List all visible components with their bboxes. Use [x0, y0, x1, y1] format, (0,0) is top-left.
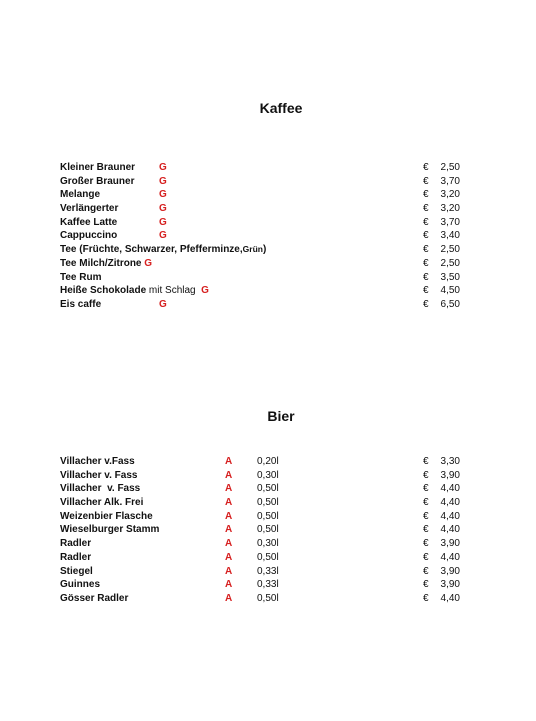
item-code: A — [225, 524, 233, 536]
item-price: 3,90 — [440, 565, 460, 577]
item-quantity: 0,50l — [257, 551, 279, 563]
item-name: Stiegel — [60, 565, 93, 577]
currency: € — [423, 510, 429, 522]
currency: € — [423, 271, 429, 283]
item-price: 4,40 — [440, 497, 460, 509]
menu-row — [60, 551, 480, 565]
item-quantity: 0,33l — [257, 565, 279, 577]
currency: € — [423, 175, 429, 187]
menu-row — [60, 202, 480, 216]
currency: € — [423, 551, 429, 563]
item-name-extra: mit Schlag — [148, 285, 196, 297]
item-price: 3,70 — [440, 216, 460, 228]
item-name: Radler — [60, 538, 92, 550]
currency: € — [423, 285, 429, 297]
item-price: 3,50 — [440, 271, 460, 283]
item-price: 3,90 — [440, 538, 460, 550]
currency: € — [423, 216, 429, 228]
bier-title: Bier — [267, 408, 295, 424]
item-price: 4,40 — [440, 592, 460, 604]
item-price: 2,50 — [440, 244, 460, 256]
item-name: Radler — [60, 551, 92, 563]
item-code: A — [225, 510, 233, 522]
item-code: A — [225, 592, 233, 604]
bier-menu — [60, 455, 480, 606]
currency: € — [423, 230, 429, 242]
menu-row — [60, 523, 480, 537]
item-price: 3,20 — [440, 203, 460, 215]
item-price: 4,40 — [440, 483, 460, 495]
item-name: Villacher Alk. Frei — [60, 497, 144, 509]
item-name: Kleiner Brauner — [60, 162, 136, 173]
currency: € — [423, 579, 429, 591]
item-quantity: 0,50l — [257, 497, 279, 509]
currency: € — [423, 497, 429, 509]
item-price: 4,40 — [440, 551, 460, 563]
menu-row — [60, 482, 480, 496]
item-name: Weizenbier Flasche — [60, 510, 153, 522]
menu-row — [60, 592, 480, 606]
item-price: 4,40 — [440, 510, 460, 522]
currency: € — [423, 203, 429, 215]
currency: € — [423, 456, 429, 467]
currency: € — [423, 257, 429, 269]
item-code: A — [225, 551, 233, 563]
menu-row — [60, 455, 480, 469]
item-price: 3,30 — [440, 456, 460, 467]
menu-row — [60, 257, 480, 271]
item-price: 3,90 — [440, 469, 460, 481]
item-price: 4,50 — [440, 285, 460, 297]
currency: € — [423, 162, 429, 173]
item-code: G — [159, 189, 167, 201]
currency: € — [423, 189, 429, 201]
menu-row — [60, 469, 480, 483]
item-name-main: Tee Milch/Zitrone — [60, 257, 142, 269]
menu-row — [60, 271, 480, 285]
item-price: 3,40 — [440, 230, 460, 242]
item-code: G — [159, 230, 167, 242]
item-name-end: ) — [262, 244, 267, 256]
item-name — [60, 243, 266, 257]
kaffee-title: Kaffee — [259, 100, 303, 116]
menu-row — [60, 578, 480, 592]
item-code: G — [201, 285, 209, 297]
currency: € — [423, 483, 429, 495]
menu-row — [60, 565, 480, 579]
item-price: 6,50 — [440, 298, 460, 310]
item-name: Cappuccino — [60, 230, 118, 242]
currency: € — [423, 244, 429, 256]
item-code: G — [144, 257, 153, 269]
item-quantity: 0,30l — [257, 538, 279, 550]
menu-row — [60, 175, 480, 189]
item-price: 2,50 — [440, 257, 460, 269]
item-quantity: 0,20l — [257, 456, 279, 467]
item-price: 3,20 — [440, 189, 460, 201]
item-code: G — [159, 175, 167, 187]
item-name: Eis caffe — [60, 298, 102, 310]
item-name: Wieselburger Stamm — [60, 524, 160, 536]
menu-row — [60, 243, 480, 257]
item-name: Kaffee Latte — [60, 216, 118, 228]
item-code: G — [159, 203, 167, 215]
currency: € — [423, 469, 429, 481]
item-quantity: 0,33l — [257, 579, 279, 591]
item-name — [60, 257, 152, 271]
currency: € — [423, 565, 429, 577]
currency: € — [423, 592, 429, 604]
item-code: G — [159, 216, 167, 228]
menu-row — [60, 216, 480, 230]
item-code: A — [225, 456, 233, 467]
item-name: Villacher v.Fass — [60, 456, 135, 467]
menu-row — [60, 188, 480, 202]
menu-row — [60, 284, 480, 298]
currency: € — [423, 298, 429, 310]
currency: € — [423, 538, 429, 550]
item-name: Villacher v. Fass — [60, 483, 141, 495]
menu-row — [60, 161, 480, 175]
menu-row — [60, 537, 480, 551]
menu-row — [60, 298, 480, 312]
currency: € — [423, 524, 429, 536]
menu-row — [60, 496, 480, 510]
item-quantity: 0,30l — [257, 469, 279, 481]
menu-row — [60, 510, 480, 524]
item-name: Verlängerter — [60, 203, 119, 215]
item-name: Guinnes — [60, 579, 101, 591]
item-code: G — [159, 162, 167, 173]
item-code: A — [225, 483, 233, 495]
item-quantity: 0,50l — [257, 483, 279, 495]
item-name: Melange — [60, 189, 101, 201]
item-name: Villacher v. Fass — [60, 469, 138, 481]
item-price: 2,50 — [440, 162, 460, 173]
item-code: A — [225, 565, 233, 577]
item-code: A — [225, 497, 233, 509]
item-code: A — [225, 538, 233, 550]
kaffee-menu — [60, 161, 480, 312]
item-name-small: Grün — [242, 244, 263, 255]
item-name-main: Tee (Früchte, Schwarzer, Pfefferminze, — [60, 244, 243, 256]
item-name-main: Heiße Schokolade — [60, 285, 147, 297]
item-code: A — [225, 579, 233, 591]
item-name: Großer Brauner — [60, 175, 135, 187]
item-price: 3,90 — [440, 579, 460, 591]
item-code: A — [225, 469, 233, 481]
item-code: G — [159, 298, 167, 310]
item-quantity: 0,50l — [257, 524, 279, 536]
item-price: 3,70 — [440, 175, 460, 187]
item-price: 4,40 — [440, 524, 460, 536]
item-name: Gösser Radler — [60, 592, 129, 604]
item-name: Tee Rum — [60, 271, 102, 283]
menu-row — [60, 229, 480, 243]
item-name — [60, 284, 209, 298]
item-quantity: 0,50l — [257, 592, 279, 604]
item-quantity: 0,50l — [257, 510, 279, 522]
